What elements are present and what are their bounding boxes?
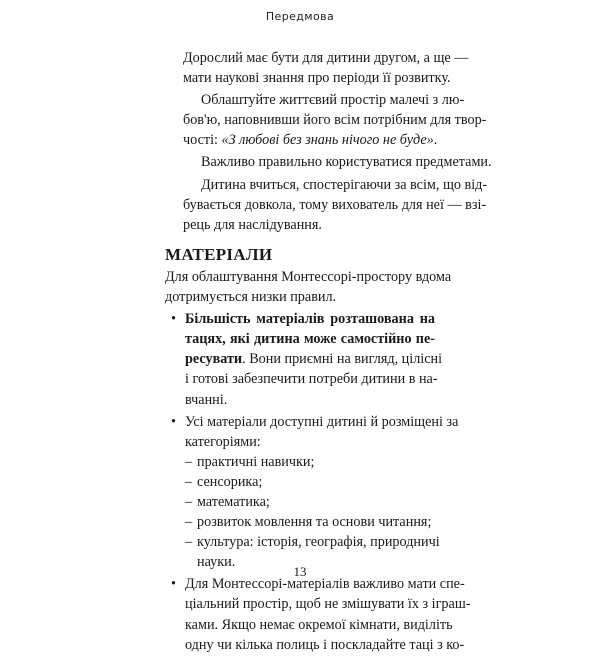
paragraph-adult-role xyxy=(165,48,469,88)
category-item xyxy=(185,452,435,472)
text-fragment: . xyxy=(433,132,438,149)
category-list xyxy=(185,452,440,573)
text-line: Важливо правильно користуватися предметами. xyxy=(201,154,492,171)
paragraph-living-space xyxy=(165,90,487,150)
text-line xyxy=(165,130,438,150)
text-line: тацях, які дитина може самостійно пе- xyxy=(185,331,435,348)
text-line: дотримується низки правил. xyxy=(165,289,337,306)
page-number: 13 xyxy=(293,564,307,579)
list-item xyxy=(165,412,459,573)
paragraph-use-objects xyxy=(165,152,492,172)
text-line: Для Монтессорі-матеріалів важливо мати спе- xyxy=(185,576,465,593)
text-line: бов'ю, наповнивши його всім потрібним для твор- xyxy=(183,112,487,129)
running-header: Передмова xyxy=(265,10,335,23)
dash-mark: – xyxy=(185,473,193,490)
category-item xyxy=(185,472,435,492)
text-line: рець для наслідування. xyxy=(183,216,322,233)
dash-mark: – xyxy=(185,493,193,510)
text-line: розвиток мовлення та основи читання; xyxy=(197,514,432,531)
text-line: Більшість матеріалів розташована на xyxy=(185,311,435,328)
text-line: культура: історія, географія, природничі xyxy=(197,534,440,551)
text-fragment: чості: xyxy=(183,132,222,149)
text-line: ціальний простір, щоб не змішувати їх з іграш- xyxy=(185,596,471,613)
text-line: практичні навички; xyxy=(197,453,315,470)
bullet-mark: • xyxy=(171,311,176,328)
text-line: Дитина вчиться, спостерігаючи за всім, що від- xyxy=(201,176,488,193)
text-line: і готові забезпечити потреби дитини в на- xyxy=(185,371,438,388)
text-line xyxy=(185,349,443,369)
text-line: Облаштуйте життєвий простір малечі з лю- xyxy=(201,92,465,109)
section-heading: МАТЕРІАЛИ xyxy=(165,244,273,264)
text-fragment: . Вони приємні на вигляд, цілісні xyxy=(242,351,443,368)
bullet-mark: • xyxy=(171,576,176,593)
text-line: мати наукові знання про періоди її розвитку. xyxy=(183,70,451,87)
text-line: одну чи кілька полиць і поскладайте таці з ко- xyxy=(185,636,465,653)
text-line: Для облаштування Монтессорі-простору вдома xyxy=(165,268,452,285)
text-line: науки. xyxy=(197,554,236,571)
text-line: сенсорика; xyxy=(197,473,263,490)
text-line: ками. Якщо немає окремої кімнати, виділіть xyxy=(185,616,453,633)
list-item xyxy=(165,309,443,409)
text-line: математика; xyxy=(197,493,270,510)
quote-italic: «З любові без знань нічого не буде» xyxy=(221,132,434,149)
dash-mark: – xyxy=(185,534,193,551)
category-item xyxy=(185,492,435,512)
category-item xyxy=(185,512,435,532)
rules-list xyxy=(165,309,471,655)
dash-mark: – xyxy=(185,453,193,470)
bullet-mark: • xyxy=(171,413,176,430)
text-line: Усі матеріали доступні дитині й розміщені за xyxy=(185,413,459,430)
text-line: бувається довкола, тому вихователь для неї — взі- xyxy=(183,196,487,213)
list-item xyxy=(165,574,471,654)
bold-fragment: ресувати xyxy=(185,351,243,368)
paragraph-child-learns xyxy=(165,175,488,235)
text-line: категоріями: xyxy=(185,433,261,450)
paragraph-section-lead xyxy=(165,267,452,307)
text-line: Дорослий має бути для дитини другом, а ще — xyxy=(183,50,469,66)
text-line: вчанні. xyxy=(185,391,228,408)
dash-mark: – xyxy=(185,514,193,531)
